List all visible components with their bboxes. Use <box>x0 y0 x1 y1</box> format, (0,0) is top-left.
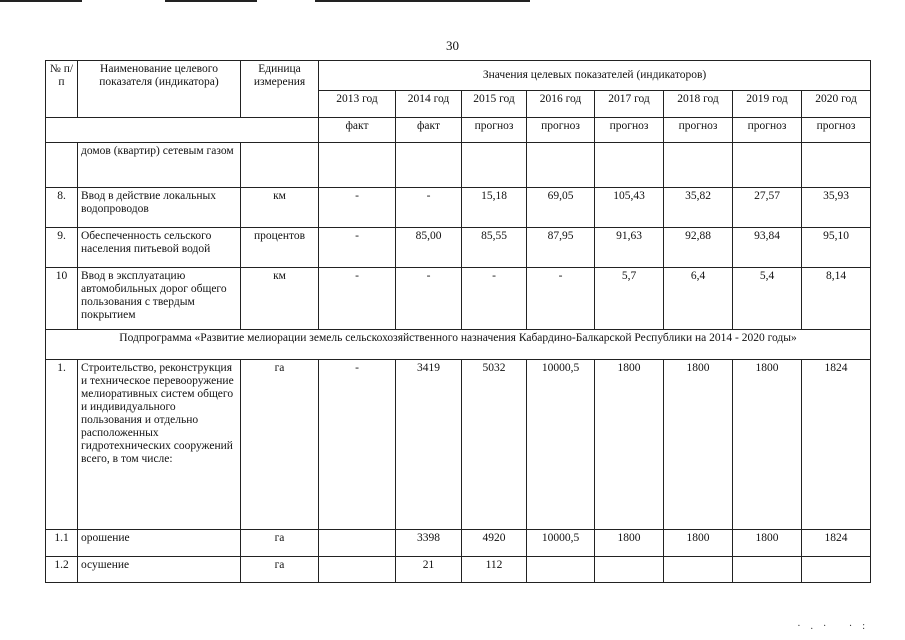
row-value <box>595 143 664 188</box>
row-unit: км <box>241 268 319 330</box>
row-value: 3419 <box>396 360 462 530</box>
row-value: 35,93 <box>802 188 871 228</box>
row-value: 1824 <box>802 530 871 557</box>
row-value: 5,7 <box>595 268 664 330</box>
header-status: прогноз <box>733 118 802 143</box>
row-value: 105,43 <box>595 188 664 228</box>
row-value: 3398 <box>396 530 462 557</box>
row-unit: процентов <box>241 228 319 268</box>
header-status: факт <box>396 118 462 143</box>
row-value: 21 <box>396 557 462 583</box>
header-status: прогноз <box>595 118 664 143</box>
row-value: 1800 <box>733 360 802 530</box>
row-value: 10000,5 <box>527 530 595 557</box>
table-row <box>46 530 871 557</box>
header-status: прогноз <box>462 118 527 143</box>
row-value: 4920 <box>462 530 527 557</box>
header-year: 2017 год <box>595 91 664 118</box>
row-no: 1. <box>46 360 78 530</box>
row-value: - <box>527 268 595 330</box>
row-value: 5,4 <box>733 268 802 330</box>
row-value: - <box>319 228 396 268</box>
header-status: факт <box>319 118 396 143</box>
header-status: прогноз <box>527 118 595 143</box>
row-name: Ввод в действие локальных водопроводов <box>78 188 241 228</box>
row-name: Строительство, реконструкция и техническое перевооружение мелиоративных систем общего и индивидуального пользования и отдельно расположенных гидротехнических сооружений всего, в том числе: <box>78 360 241 530</box>
row-value: 1800 <box>733 530 802 557</box>
row-value: 27,57 <box>733 188 802 228</box>
header-year: 2015 год <box>462 91 527 118</box>
table-row <box>46 188 871 228</box>
row-value: 6,4 <box>664 268 733 330</box>
row-value: 87,95 <box>527 228 595 268</box>
top-rule-2 <box>165 0 257 2</box>
row-value: 91,63 <box>595 228 664 268</box>
header-status: прогноз <box>802 118 871 143</box>
row-value <box>733 557 802 583</box>
header-year: 2019 год <box>733 91 802 118</box>
row-value <box>396 143 462 188</box>
row-value: 92,88 <box>664 228 733 268</box>
row-name: осушение <box>78 557 241 583</box>
header-year: 2013 год <box>319 91 396 118</box>
row-value: 112 <box>462 557 527 583</box>
header-row-status <box>46 118 871 143</box>
header-year: 2016 год <box>527 91 595 118</box>
header-unit: Единица измерения <box>241 61 319 118</box>
row-value: 1800 <box>595 360 664 530</box>
row-unit <box>241 143 319 188</box>
row-value: 35,82 <box>664 188 733 228</box>
row-value <box>319 530 396 557</box>
row-name: домов (квартир) сетевым газом <box>78 143 241 188</box>
table-row <box>46 557 871 583</box>
status-blank-cell <box>46 118 319 143</box>
row-value: 5032 <box>462 360 527 530</box>
row-unit: га <box>241 360 319 530</box>
table-row <box>46 360 871 530</box>
row-value: 95,10 <box>802 228 871 268</box>
row-unit: га <box>241 530 319 557</box>
row-no: 8. <box>46 188 78 228</box>
header-year: 2014 год <box>396 91 462 118</box>
row-value: 1824 <box>802 360 871 530</box>
header-name: Наименование целевого показателя (индикатора) <box>78 61 241 118</box>
row-no: 9. <box>46 228 78 268</box>
indicators-table <box>45 60 871 583</box>
row-value: 1800 <box>664 360 733 530</box>
row-value <box>595 557 664 583</box>
row-unit: га <box>241 557 319 583</box>
row-value: 85,00 <box>396 228 462 268</box>
page-number: 30 <box>446 38 459 53</box>
row-value: - <box>462 268 527 330</box>
table-row <box>46 143 871 188</box>
row-value <box>319 557 396 583</box>
row-value: - <box>319 360 396 530</box>
row-name: Ввод в эксплуатацию автомобильных дорог общего пользования с твердым покрытием <box>78 268 241 330</box>
row-value <box>733 143 802 188</box>
subprogram-title: Подпрограмма «Развитие мелиорации земель сельскохозяйственного назначения Кабардино-Балкарской Республики на 2014 - 2020 годы» <box>46 330 871 360</box>
header-year: 2018 год <box>664 91 733 118</box>
row-name: Обеспеченность сельского населения питьевой водой <box>78 228 241 268</box>
row-value <box>527 143 595 188</box>
row-value: 8,14 <box>802 268 871 330</box>
row-unit: км <box>241 188 319 228</box>
row-value <box>319 143 396 188</box>
subprogram-row <box>46 330 871 360</box>
row-value <box>462 143 527 188</box>
row-value: - <box>396 268 462 330</box>
row-value: - <box>319 268 396 330</box>
row-value: 93,84 <box>733 228 802 268</box>
row-value: 1800 <box>664 530 733 557</box>
row-value: 69,05 <box>527 188 595 228</box>
top-rule-3 <box>315 0 530 2</box>
header-year: 2020 год <box>802 91 871 118</box>
header-status: прогноз <box>664 118 733 143</box>
header-row-1 <box>46 61 871 91</box>
row-no: 10 <box>46 268 78 330</box>
header-no: № п/п <box>46 61 78 118</box>
table-row <box>46 228 871 268</box>
row-value <box>802 557 871 583</box>
row-no: 1.1 <box>46 530 78 557</box>
row-value <box>527 557 595 583</box>
row-name: орошение <box>78 530 241 557</box>
header-values-group: Значения целевых показателей (индикаторов) <box>319 61 871 91</box>
top-rule-1 <box>0 0 82 2</box>
row-value: - <box>396 188 462 228</box>
row-no: 1.2 <box>46 557 78 583</box>
row-value <box>664 557 733 583</box>
row-value: 85,55 <box>462 228 527 268</box>
table-row <box>46 268 871 330</box>
row-value <box>802 143 871 188</box>
row-value: 10000,5 <box>527 360 595 530</box>
row-no <box>46 143 78 188</box>
row-value <box>664 143 733 188</box>
row-value: - <box>319 188 396 228</box>
row-value: 1800 <box>595 530 664 557</box>
scan-artifact: ·.· ·: <box>797 621 875 632</box>
row-value: 15,18 <box>462 188 527 228</box>
